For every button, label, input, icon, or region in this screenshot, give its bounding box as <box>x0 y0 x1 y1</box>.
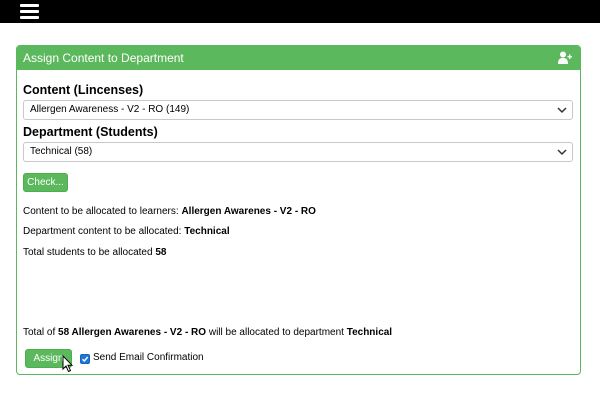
top-navbar <box>0 0 600 23</box>
mouse-cursor-icon <box>62 355 74 373</box>
menu-icon[interactable] <box>20 4 39 19</box>
send-email-checkbox[interactable] <box>80 354 90 364</box>
send-email-label[interactable]: Send Email Confirmation <box>93 352 204 363</box>
content-select[interactable] <box>23 100 573 120</box>
summary-content: Content to be allocated to learners: Allergen Awarenes - V2 - RO <box>23 206 316 217</box>
total-allocation-line: Total of 58 Allergen Awarenes - V2 - RO will be allocated to department Technical <box>23 327 393 338</box>
department-select[interactable] <box>23 142 573 162</box>
content-label: Content (Lincenses) <box>23 83 144 97</box>
panel-heading <box>17 46 580 70</box>
panel-title: Assign Content to Department <box>23 51 184 65</box>
summary-department-name: Technical <box>184 226 230 237</box>
summary-students-count: 58 <box>155 247 167 258</box>
department-select-value: Technical (58) <box>30 146 93 157</box>
check-button[interactable]: Check... <box>23 173 68 192</box>
checkmark-icon <box>81 355 89 363</box>
summary-department: Department content to be allocated: Technical <box>23 226 230 237</box>
content-select-value: Allergen Awareness - V2 - RO (149) <box>30 104 190 115</box>
summary-content-name: Allergen Awarenes - V2 - RO <box>181 206 316 217</box>
summary-students: Total students to be allocated 58 <box>23 247 167 258</box>
assign-button[interactable]: Assign <box>25 349 72 368</box>
user-plus-icon[interactable] <box>558 51 572 64</box>
chevron-down-icon <box>557 148 567 156</box>
assign-content-panel <box>16 45 581 375</box>
chevron-down-icon <box>557 106 567 114</box>
department-label: Department (Students) <box>23 125 158 139</box>
